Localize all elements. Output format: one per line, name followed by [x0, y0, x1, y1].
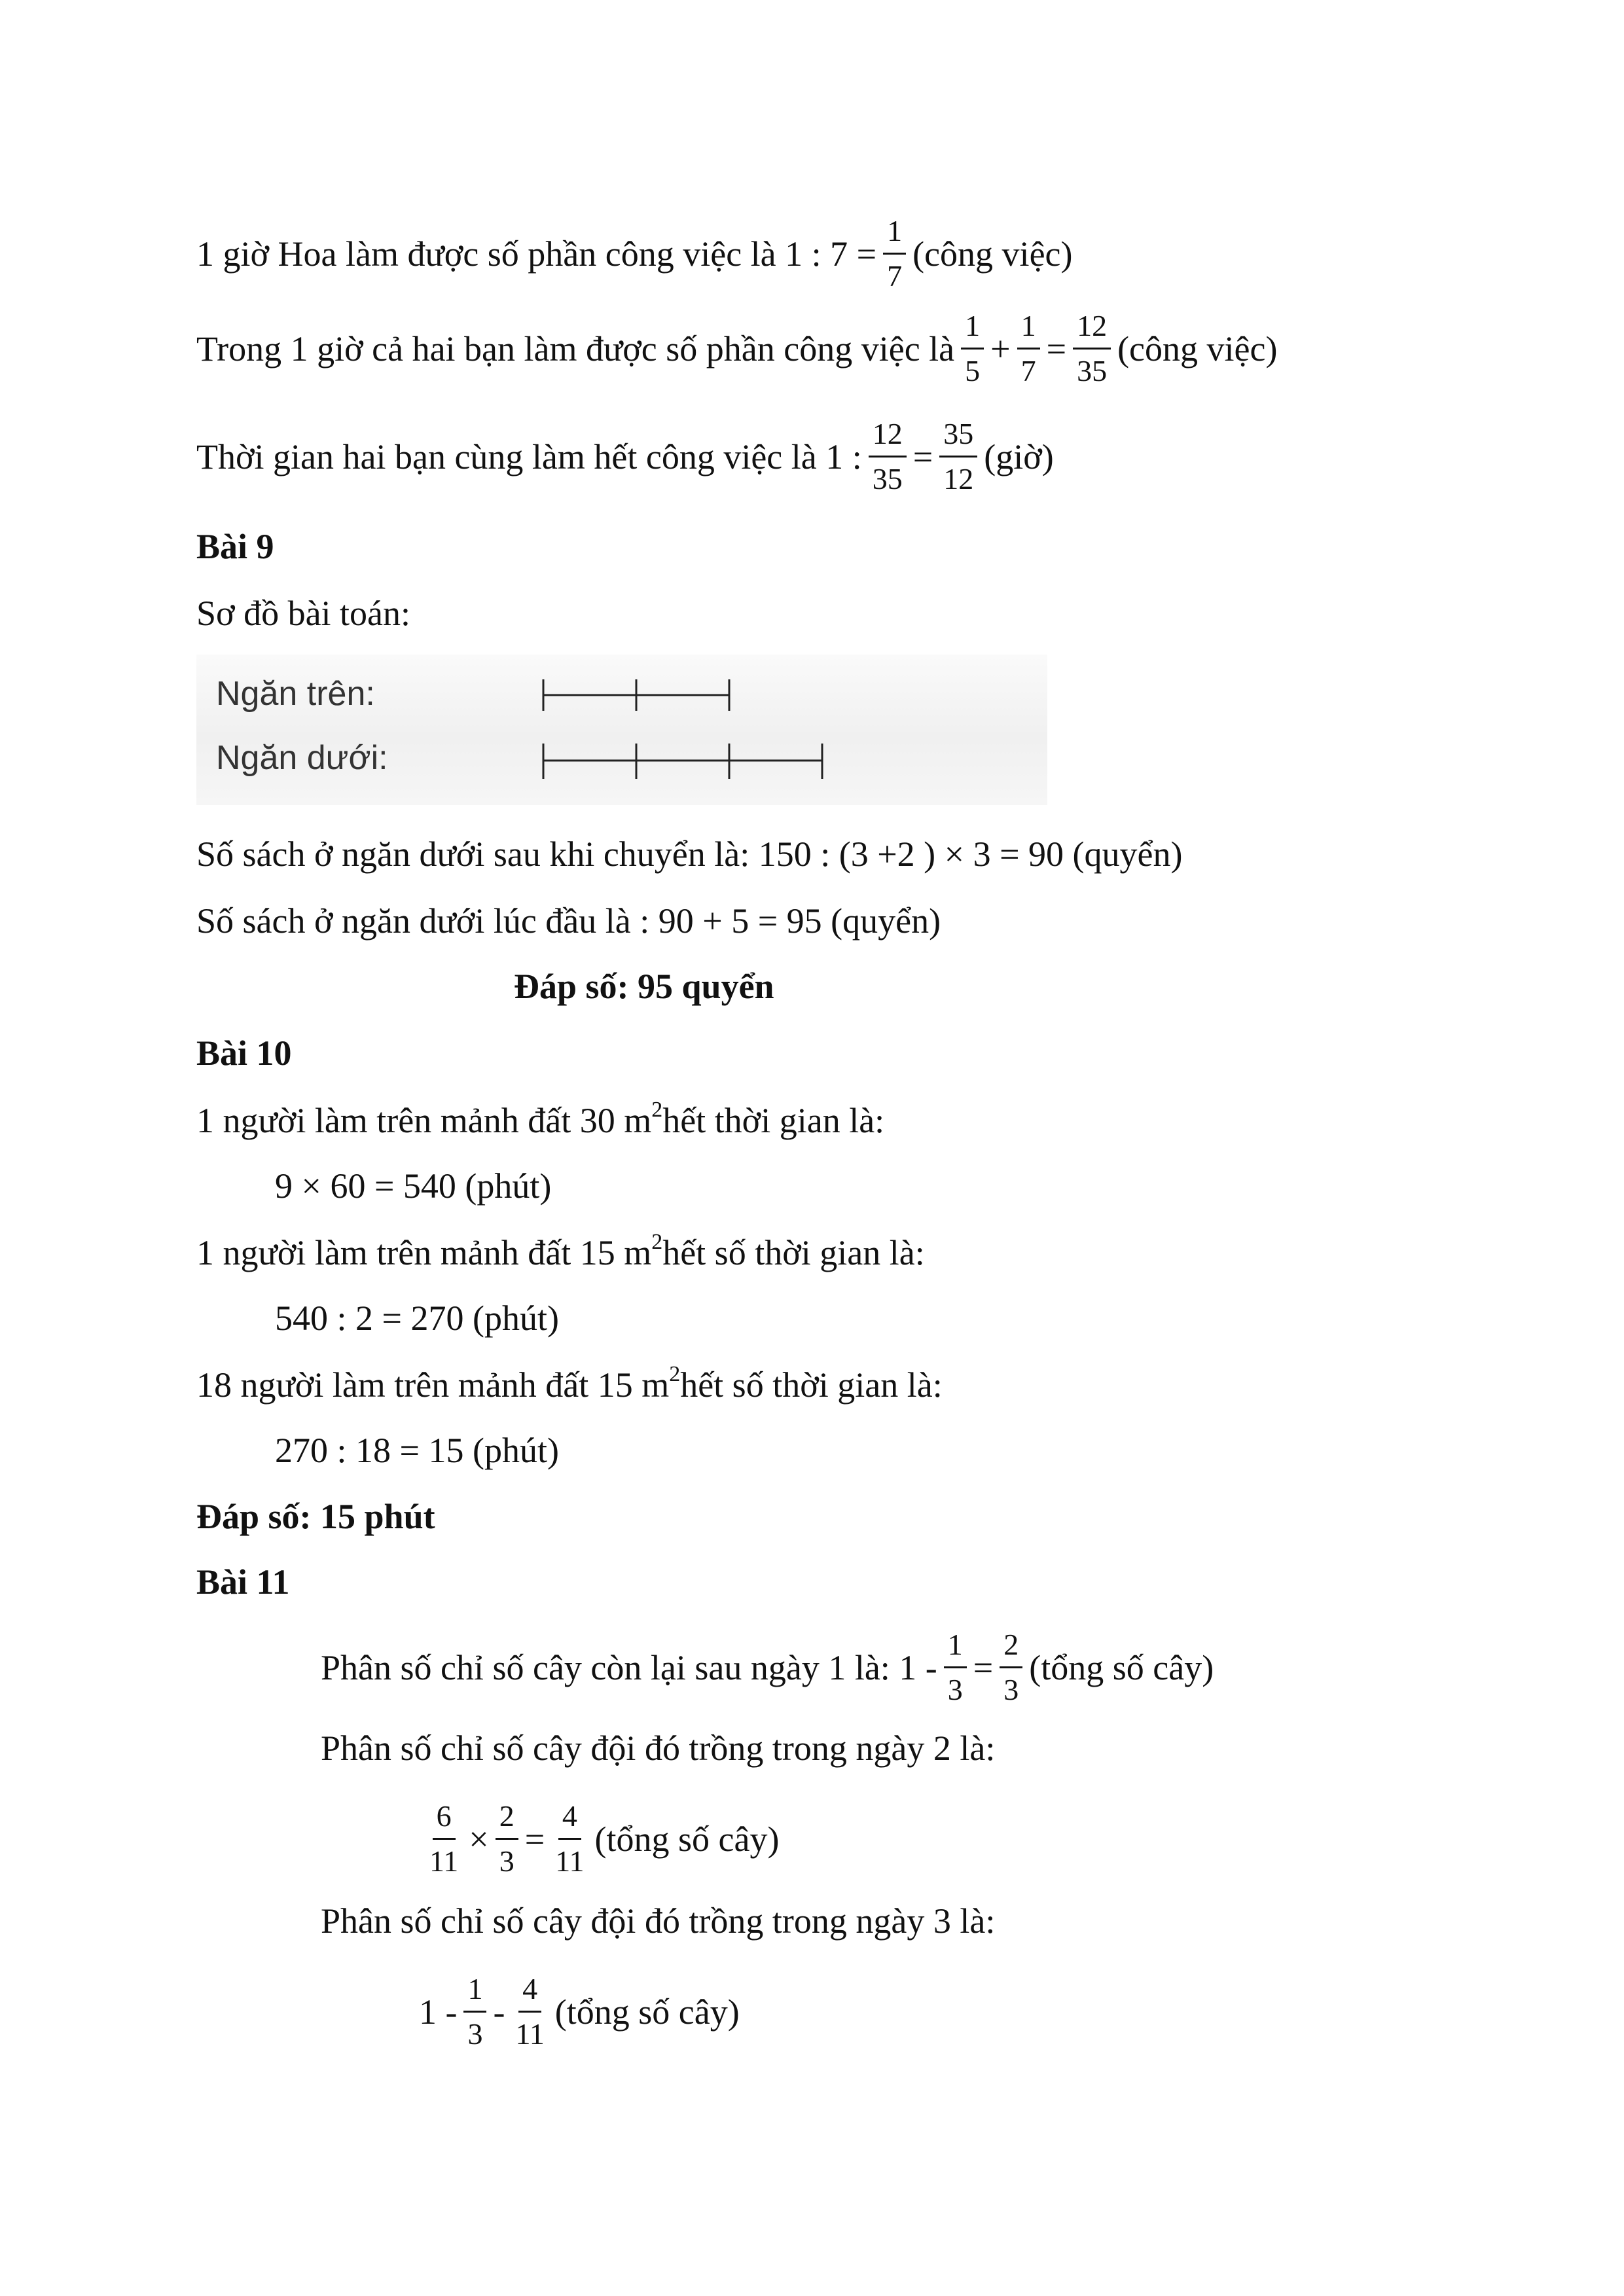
- fraction-6-11: [425, 1801, 462, 1876]
- fraction-numerator: 2: [1000, 1630, 1022, 1668]
- fraction-numerator: 35: [939, 419, 977, 457]
- bai9-step1: Số sách ở ngăn dưới sau khi chuyển là: 150 : (3 +2 ) × 3 = 90 (quyển): [196, 834, 1183, 874]
- fraction-numerator: 4: [518, 1974, 541, 2013]
- fraction-1-7: [883, 216, 906, 291]
- bai11-line1-text: Phân số chỉ số cây còn lại sau ngày 1 là: 1 -: [321, 1647, 937, 1687]
- fraction-1-3: [463, 1974, 486, 2049]
- fraction-2-3: [1000, 1630, 1022, 1705]
- minus-sign: -: [493, 1992, 505, 2032]
- fraction-35-12: [939, 419, 977, 494]
- bai10-line2: [196, 1230, 925, 1272]
- time-line-unit: (giờ): [984, 437, 1054, 476]
- fraction-12-35: [1073, 311, 1111, 386]
- hoa-work-rate-line: [196, 216, 1072, 291]
- bai11-line2: Phân số chỉ số cây đội đó trồng trong ngày 2 là:: [321, 1729, 996, 1768]
- bai9-heading: Bài 9: [196, 527, 274, 566]
- fraction-denominator: 5: [965, 354, 981, 387]
- fraction-denominator: 11: [555, 1844, 585, 1878]
- fraction-2-3: [496, 1801, 518, 1876]
- bai9-step2: Số sách ở ngăn dưới lúc đầu là : 90 + 5 = 95 (quyển): [196, 901, 941, 941]
- bai11-line1: [321, 1630, 1214, 1705]
- both-line-unit: (công việc): [1117, 329, 1278, 368]
- bai11-line1-unit: (tổng số cây): [1029, 1647, 1214, 1687]
- fraction-4-11: [551, 1801, 588, 1876]
- bai11-calc2: [419, 1801, 779, 1876]
- fraction-4-11: [511, 1974, 548, 2049]
- bai11-line3: Phân số chỉ số cây đội đó trồng trong ngày 3 là:: [321, 1901, 996, 1941]
- fraction-denominator: 35: [1077, 354, 1108, 387]
- bai10-line3-rest: hết số thời gian là:: [680, 1365, 943, 1405]
- one-minus: 1 -: [419, 1992, 458, 2032]
- diagram-top-label: Ngăn trên:: [216, 675, 375, 713]
- fraction-numerator: 1: [883, 216, 906, 255]
- fraction-denominator: 11: [515, 2017, 545, 2051]
- bai10-answer: Đáp số: 15 phút: [196, 1497, 435, 1536]
- bai9-intro: Sơ đồ bài toán:: [196, 594, 411, 633]
- bai11-calc2-unit: (tổng số cây): [594, 1819, 780, 1859]
- bai10-line1-rest: hết thời gian là:: [662, 1101, 885, 1140]
- equals-sign: =: [912, 437, 933, 476]
- bai9-answer: Đáp số: 95 quyển: [514, 967, 774, 1006]
- equals-sign: =: [973, 1647, 994, 1687]
- bai10-line1-text: 1 người làm trên mảnh đất 30 m: [196, 1101, 652, 1140]
- plus-sign: +: [990, 329, 1011, 368]
- fraction-denominator: 7: [887, 259, 903, 293]
- fraction-numerator: 1: [463, 1974, 486, 2013]
- fraction-12-35: [869, 419, 907, 494]
- fraction-denominator: 3: [1003, 1673, 1019, 1706]
- time-line-text: Thời gian hai bạn cùng làm hết công việc là 1 :: [196, 437, 862, 476]
- bai10-line3: [196, 1362, 943, 1405]
- bai10-line3-text: 18 người làm trên mảnh đất 15 m: [196, 1365, 670, 1405]
- fraction-denominator: 35: [872, 462, 903, 495]
- total-time-line: [196, 419, 1054, 494]
- diagram-bottom-label: Ngăn dưới:: [216, 739, 388, 777]
- fraction-numerator: 6: [433, 1801, 456, 1840]
- fraction-1-7: [1017, 311, 1040, 386]
- both-work-rate-line: [196, 311, 1277, 386]
- equals-sign: =: [1046, 329, 1067, 368]
- bai10-line2-rest: hết số thời gian là:: [662, 1233, 925, 1272]
- fraction-numerator: 12: [869, 419, 907, 457]
- fraction-numerator: 1: [1017, 311, 1040, 350]
- fraction-denominator: 11: [429, 1844, 459, 1878]
- fraction-1-3: [944, 1630, 967, 1705]
- bai11-heading: Bài 11: [196, 1562, 290, 1602]
- fraction-denominator: 12: [943, 462, 974, 495]
- fraction-numerator: 4: [558, 1801, 581, 1840]
- hoa-line-unit: (công việc): [912, 234, 1073, 274]
- bai10-line2-text: 1 người làm trên mảnh đất 15 m: [196, 1233, 652, 1272]
- fraction-numerator: 12: [1073, 311, 1111, 350]
- fraction-denominator: 3: [499, 1844, 514, 1878]
- fraction-denominator: 3: [467, 2017, 483, 2051]
- both-line-text: Trong 1 giờ cả hai bạn làm được số phần công việc là: [196, 329, 955, 368]
- superscript-2: 2: [669, 1362, 681, 1386]
- fraction-1-5: [961, 311, 984, 386]
- bai11-calc3: [419, 1974, 740, 2049]
- bai11-calc3-unit: (tổng số cây): [554, 1992, 740, 2032]
- fraction-numerator: 1: [961, 311, 984, 350]
- bai10-calc2: 540 : 2 = 270 (phút): [275, 1299, 559, 1338]
- bai10-calc3: 270 : 18 = 15 (phút): [275, 1431, 559, 1470]
- superscript-2: 2: [651, 1230, 663, 1254]
- bai10-line1: [196, 1098, 885, 1140]
- times-sign: ×: [469, 1819, 489, 1859]
- equals-sign: =: [524, 1819, 545, 1859]
- segment-diagram: [196, 655, 1047, 805]
- fraction-numerator: 1: [944, 1630, 967, 1668]
- fraction-denominator: 7: [1020, 354, 1036, 387]
- hoa-line-text: 1 giờ Hoa làm được số phần công việc là 1 : 7 =: [196, 234, 877, 274]
- fraction-denominator: 3: [947, 1673, 963, 1706]
- bai10-heading: Bài 10: [196, 1033, 292, 1073]
- diagram-bars: [196, 655, 1047, 805]
- bai10-calc1: 9 × 60 = 540 (phút): [275, 1166, 552, 1206]
- fraction-numerator: 2: [496, 1801, 518, 1840]
- superscript-2: 2: [651, 1098, 663, 1122]
